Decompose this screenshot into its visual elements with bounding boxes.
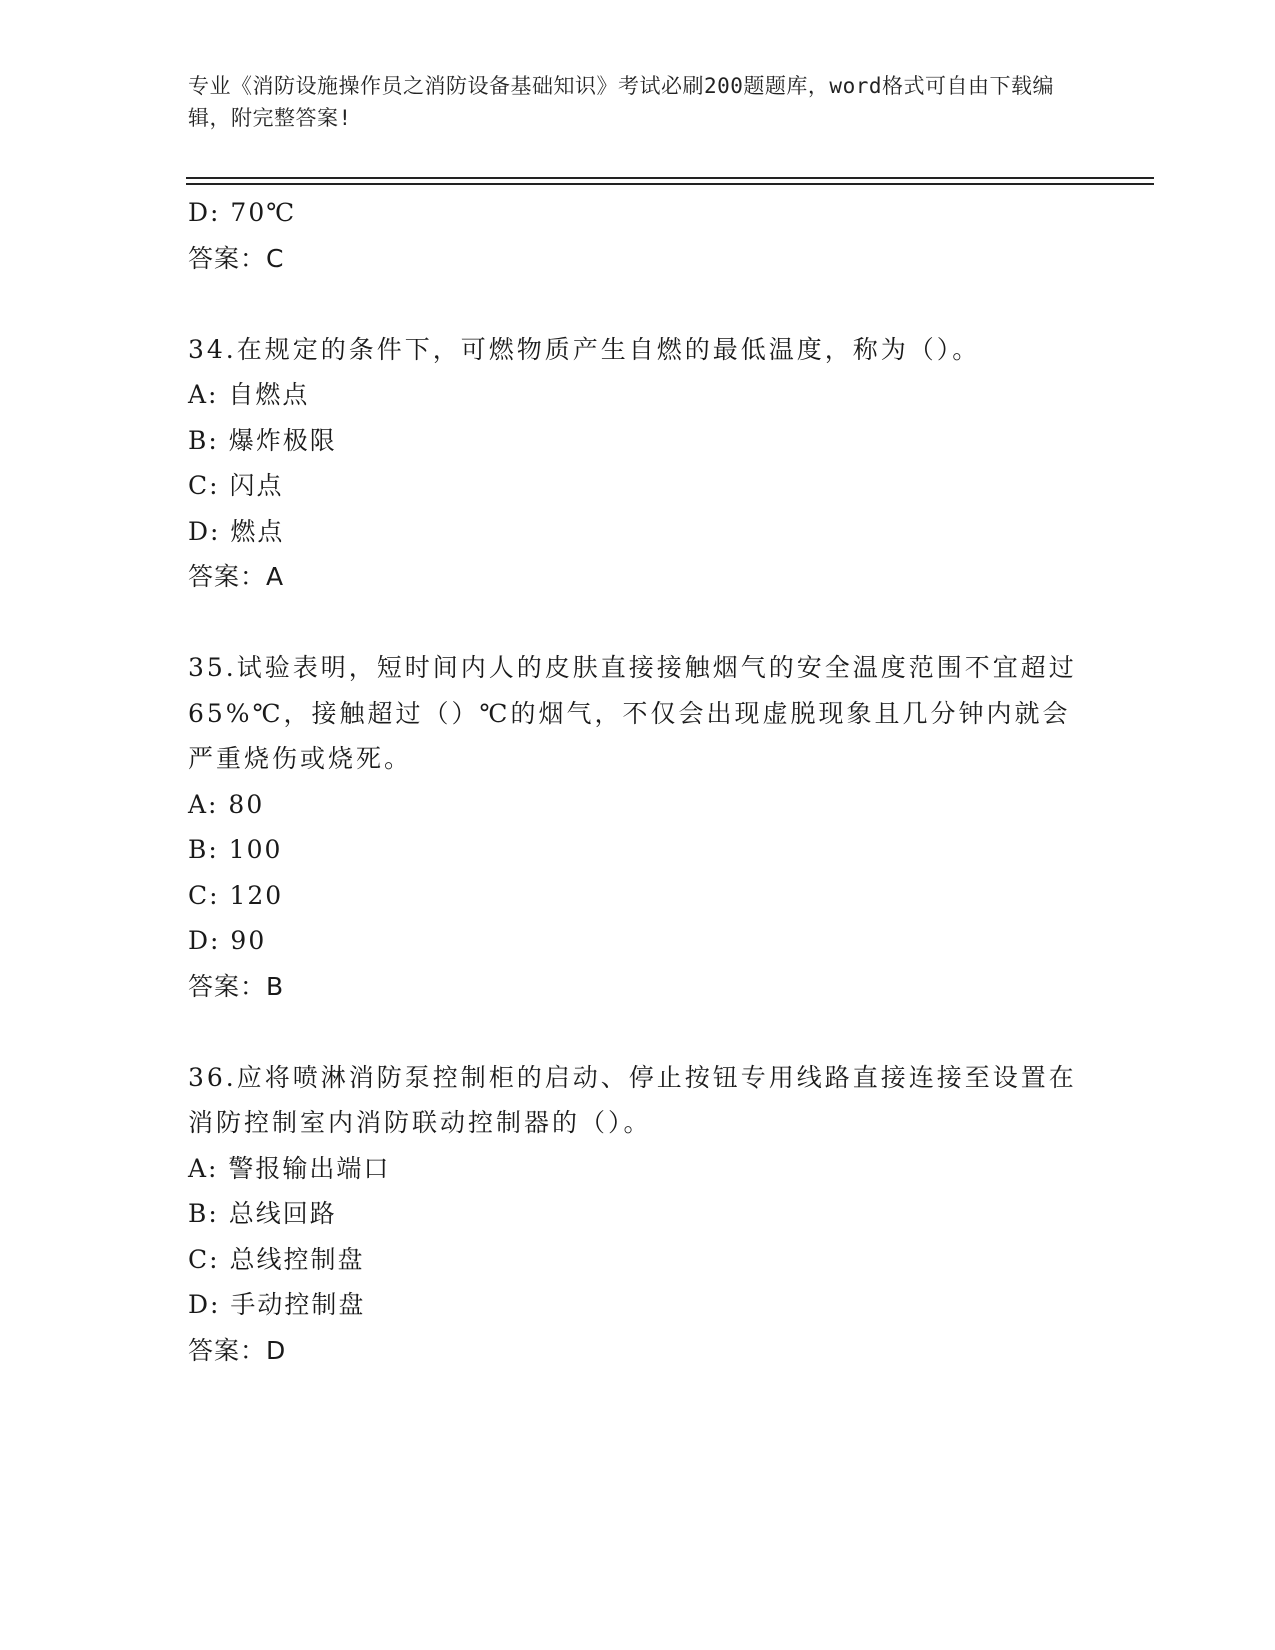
- question-35-option-b: B: 100: [188, 835, 283, 864]
- document-header: 专业《消防设施操作员之消防设备基础知识》考试必刷200题题库，word格式可自由下载编辑，附完整答案!: [188, 74, 1054, 130]
- header-divider-top: [186, 177, 1154, 179]
- document-body: [188, 190, 1088, 1373]
- question-35-answer: 答案：B: [188, 971, 285, 1001]
- question-35-option-d: D: 90: [188, 926, 267, 955]
- spacer: [188, 281, 1088, 327]
- header-divider-bottom: [186, 183, 1154, 185]
- question-34-option-a: A: 自燃点: [188, 380, 310, 409]
- spacer: [188, 1009, 1088, 1055]
- question-35-text: 35.试验表明，短时间内人的皮肤直接接触烟气的安全温度范围不宜超过65%℃，接触超过（）℃的烟气，不仅会出现虚脱现象且几分钟内就会严重烧伤或烧死。: [188, 653, 1077, 773]
- prev-answer: 答案：C: [188, 243, 285, 273]
- question-36-answer: 答案：D: [188, 1335, 287, 1365]
- question-35-option-a: A: 80: [188, 789, 265, 819]
- question-34-option-c: C: 闪点: [188, 471, 284, 500]
- question-35-option-c: C: 120: [188, 880, 284, 910]
- question-34-answer: 答案：A: [188, 562, 285, 591]
- question-34-option-d: D: 燃点: [188, 516, 285, 546]
- prev-option-d: D: 70℃: [188, 198, 297, 227]
- question-36-text: 36.应将喷淋消防泵控制柜的启动、停止按钮专用线路直接连接至设置在消防控制室内消防联动控制器的（）。: [188, 1062, 1077, 1137]
- question-36-option-a: A: 警报输出端口: [188, 1153, 391, 1183]
- spacer: [188, 600, 1088, 646]
- question-36-option-c: C: 总线控制盘: [188, 1244, 365, 1274]
- question-36-option-b: B: 总线回路: [188, 1199, 337, 1228]
- question-36-option-d: D: 手动控制盘: [188, 1290, 366, 1319]
- question-34-option-b: B: 爆炸极限: [188, 425, 337, 455]
- question-34-text: 34.在规定的条件下，可燃物质产生自燃的最低温度，称为（）。: [188, 334, 981, 364]
